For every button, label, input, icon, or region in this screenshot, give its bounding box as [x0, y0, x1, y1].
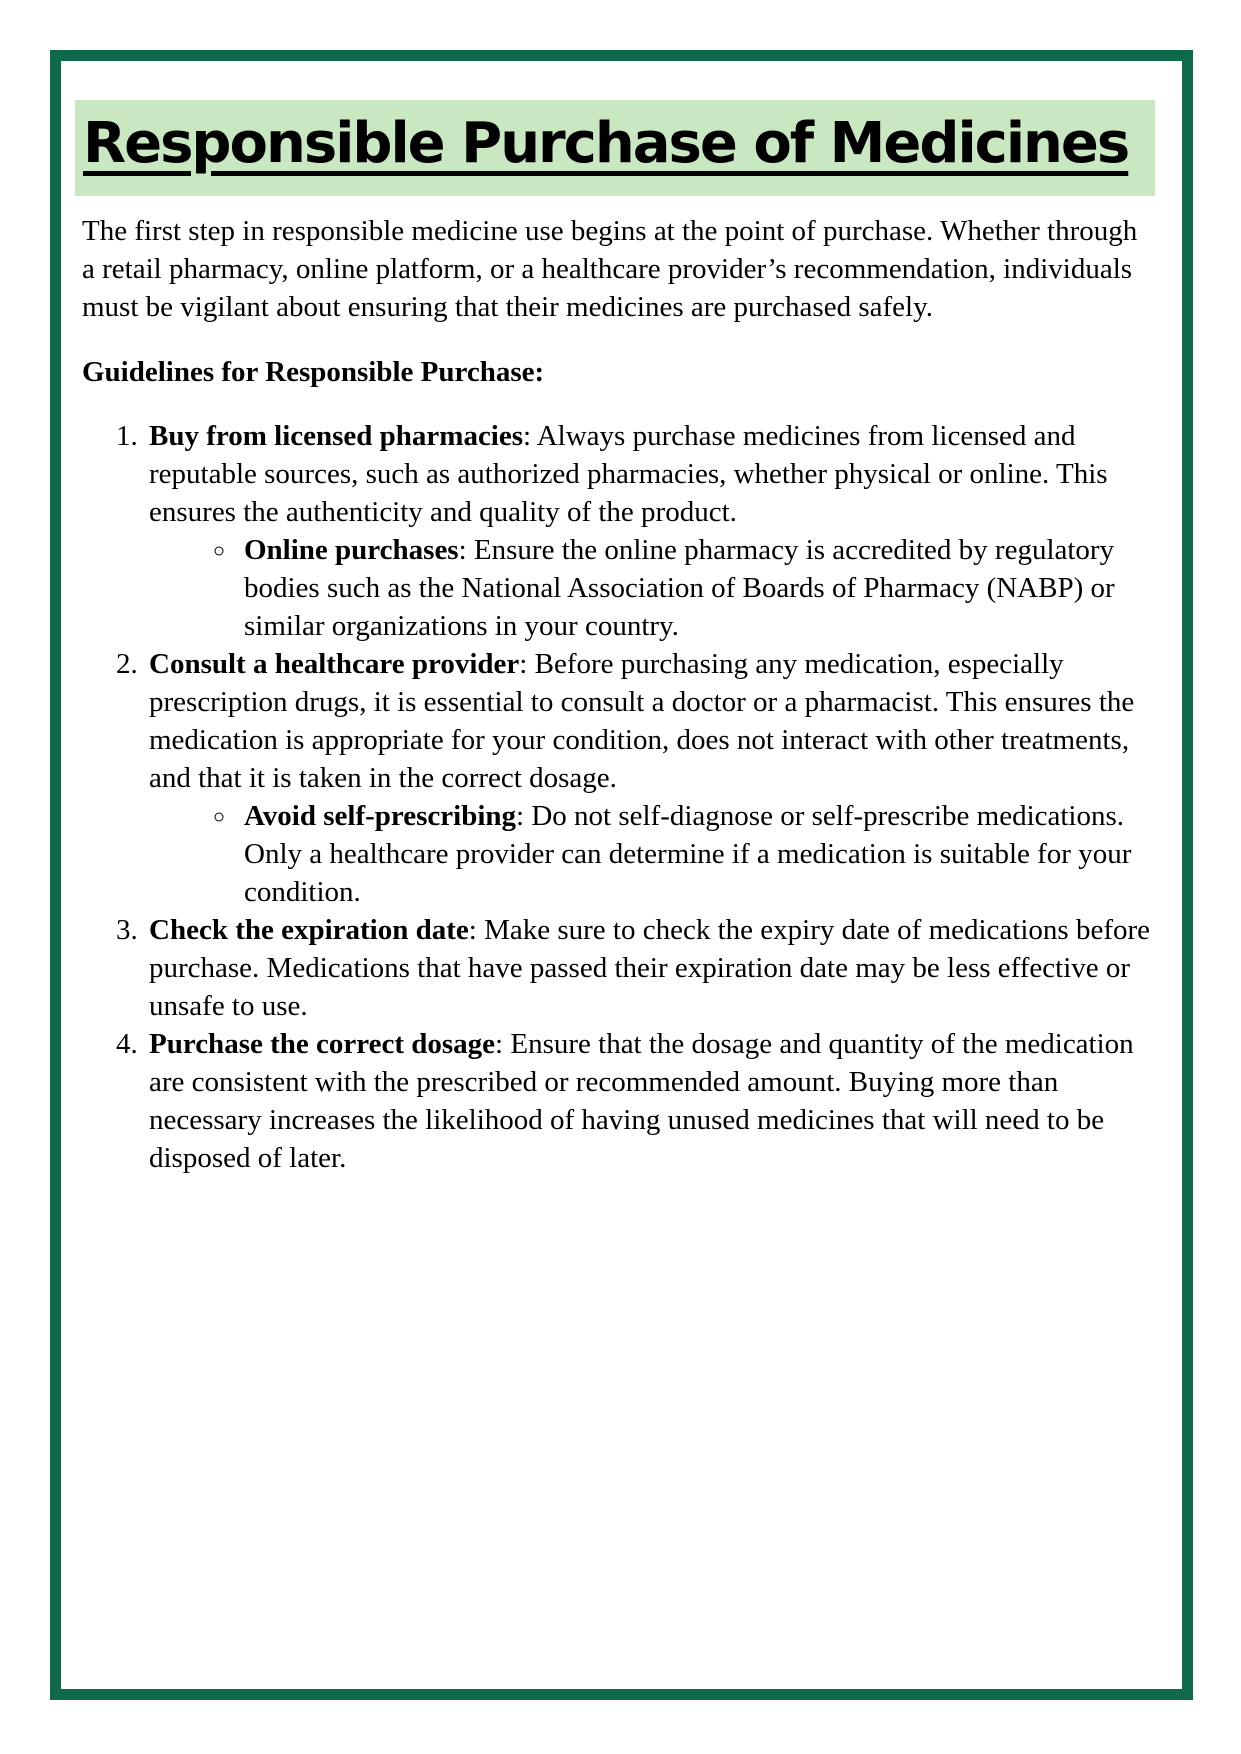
sub-list-item — [238, 531, 1155, 645]
sub-guideline-desc: : Ensure the online pharmacy is accredited by regulatory bodies such as the National Association of Boards of Pharmacy (NABP) or similar organizations in your country. — [244, 533, 1115, 642]
intro-paragraph: The first step in responsible medicine use begins at the point of purchase. Whether through a retail pharmacy, online platform, or a healthcare provider’s recommendation, individuals must be vigilant about ensuring that their medicines are purchased safely. — [82, 214, 1138, 323]
sub-list — [149, 531, 1155, 645]
guidelines-list — [82, 417, 1155, 1177]
sub-guideline-term: Avoid self-prescribing — [244, 799, 517, 832]
page-content — [61, 61, 1182, 1177]
list-item — [145, 1025, 1155, 1177]
guideline-desc: : Always purchase medicines from licensed and reputable sources, such as authorized pharmacies, whether physical or online. This ensures the authenticity and quality of the product. — [149, 419, 1108, 528]
list-item — [145, 645, 1155, 911]
guideline-desc: : Before purchasing any medication, especially prescription drugs, it is essential to consult a doctor or a pharmacist. This ensures the medication is appropriate for your condition, does not interact with other treatments, and that it is taken in the correct dosage. — [149, 647, 1135, 794]
list-item — [145, 417, 1155, 645]
guideline-term: Purchase the correct dosage — [149, 1027, 496, 1060]
sub-list-item — [238, 797, 1155, 911]
page-border-frame — [50, 50, 1193, 1700]
list-item — [145, 911, 1155, 1025]
page-title: Responsible Purchase of Medicines — [83, 111, 1129, 176]
guideline-term: Check the expiration date — [149, 913, 469, 946]
sub-list — [149, 797, 1155, 911]
sub-guideline-term: Online purchases — [244, 533, 459, 566]
guideline-desc: : Make sure to check the expiry date of medications before purchase. Medications that have passed their expiration date may be less effective or unsafe to use. — [149, 913, 1151, 1022]
section-heading: Guidelines for Responsible Purchase: — [82, 355, 545, 388]
guideline-term: Buy from licensed pharmacies — [149, 419, 524, 452]
sub-guideline-desc: : Do not self-diagnose or self-prescribe medications. Only a healthcare provider can determine if a medication is suitable for your condition. — [244, 799, 1132, 908]
title-banner — [75, 100, 1155, 196]
guideline-term: Consult a healthcare provider — [149, 647, 520, 680]
guideline-desc: : Ensure that the dosage and quantity of the medication are consistent with the prescribed or recommended amount. Buying more than necessary increases the likelihood of having unused medicines that will need to be disposed of later. — [149, 1027, 1134, 1174]
